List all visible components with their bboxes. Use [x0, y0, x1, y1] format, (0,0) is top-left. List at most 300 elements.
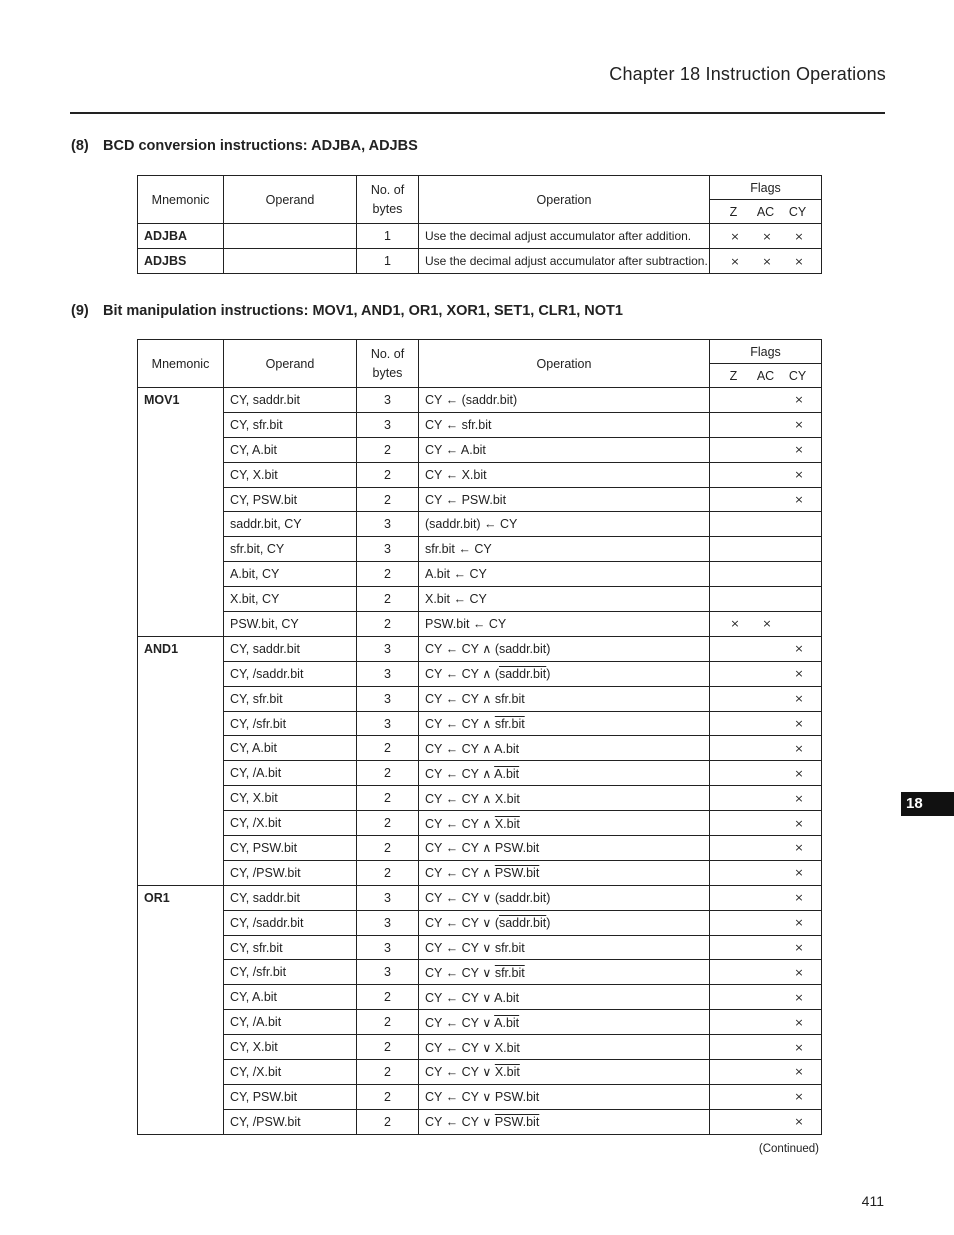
- operand-cell: CY, /sfr.bit: [224, 711, 357, 736]
- flags-cell: [710, 412, 822, 437]
- flag-cy: ×: [794, 667, 804, 681]
- flag-ac: [751, 717, 783, 730]
- bytes-cell: 3: [357, 388, 419, 413]
- table-row: [138, 249, 822, 274]
- table-row: [138, 786, 822, 811]
- operation-text: CY ← CY ∨: [425, 965, 495, 980]
- operand-cell: CY, saddr.bit: [224, 388, 357, 413]
- col-bytes-label: No. of bytes: [370, 346, 405, 380]
- col-bytes: [357, 176, 419, 224]
- operand-cell: CY, PSW.bit: [224, 1084, 357, 1109]
- operation-cell: [419, 537, 710, 562]
- flag-cy: ×: [794, 642, 804, 656]
- operation-cell: [419, 985, 710, 1010]
- table-row: [138, 860, 822, 885]
- flags-values: [716, 1090, 815, 1103]
- operation-cell: [419, 412, 710, 437]
- flags-cell: [710, 249, 822, 274]
- table-row: [138, 711, 822, 736]
- bytes-cell: 2: [357, 437, 419, 462]
- operation-text: PSW.bit ← CY: [425, 616, 507, 631]
- operation-cell: [419, 711, 710, 736]
- flags-values: [716, 1041, 815, 1054]
- mnemonic-cell: OR1: [138, 885, 224, 1134]
- flag-ac-header: AC: [756, 368, 775, 383]
- flags-cell: [710, 761, 822, 786]
- flag-ac: [751, 667, 783, 680]
- operation-cell: [419, 1010, 710, 1035]
- operation-negated-operand: saddr.bit: [498, 667, 547, 682]
- operand-cell: CY, sfr.bit: [224, 412, 357, 437]
- operand-cell: CY, A.bit: [224, 985, 357, 1010]
- flags-values: [716, 617, 815, 630]
- operation-text: CY ← CY ∧ A.bit: [425, 741, 520, 756]
- bytes-cell: 3: [357, 686, 419, 711]
- col-flags: Flags: [710, 176, 822, 200]
- operation-cell: [419, 686, 710, 711]
- table-row: [138, 836, 822, 861]
- flag-ac: [751, 1041, 783, 1054]
- flag-cy: ×: [794, 493, 804, 506]
- flag-z: ×: [730, 254, 740, 268]
- flags-cell: [710, 885, 822, 910]
- operation-cell: [419, 512, 710, 537]
- operation-text: CY ← CY ∨ A.bit: [425, 990, 520, 1005]
- bytes-cell: 2: [357, 811, 419, 836]
- operand-cell: CY, PSW.bit: [224, 836, 357, 861]
- operation-text: X.bit ← CY: [425, 592, 487, 607]
- operand-cell: sfr.bit, CY: [224, 537, 357, 562]
- table-row: [138, 537, 822, 562]
- flag-z: [719, 393, 751, 406]
- section-number: (8): [71, 138, 89, 154]
- flag-ac: [751, 692, 783, 705]
- bytes-cell: 3: [357, 935, 419, 960]
- operation-cell: [419, 661, 710, 686]
- operation-cell: [419, 786, 710, 811]
- flags-values: [716, 792, 815, 805]
- operation-cell: [419, 437, 710, 462]
- flag-cy: ×: [794, 766, 804, 780]
- flags-values: [716, 941, 815, 954]
- table-row: [138, 462, 822, 487]
- flags-cell: [710, 1060, 822, 1085]
- flag-cy: ×: [794, 891, 804, 905]
- flag-cy: ×: [794, 791, 804, 805]
- flags-values: [716, 891, 815, 904]
- operation-cell: [419, 935, 710, 960]
- flag-z: [719, 841, 751, 854]
- table-row: [138, 686, 822, 711]
- flag-ac: [751, 418, 783, 431]
- flags-cell: [710, 587, 822, 612]
- flags-cell: [710, 860, 822, 885]
- operand-cell: [224, 224, 357, 249]
- operation-negated-operand: A.bit: [494, 1015, 520, 1030]
- table-row: [138, 388, 822, 413]
- operation-cell: [419, 388, 710, 413]
- header-rule: [70, 112, 885, 114]
- mnemonic-cell: AND1: [138, 636, 224, 885]
- table-row: [138, 935, 822, 960]
- bytes-cell: 2: [357, 1109, 419, 1134]
- flags-cell: [710, 985, 822, 1010]
- flag-ac: [751, 393, 783, 406]
- flag-ac: ×: [762, 229, 772, 243]
- table-row: [138, 960, 822, 985]
- table-row: [138, 761, 822, 786]
- operand-cell: saddr.bit, CY: [224, 512, 357, 537]
- flag-cy-header: CY: [788, 368, 807, 383]
- operation-text: CY ← CY ∨: [425, 1015, 495, 1030]
- operation-negated-operand: PSW.bit: [494, 866, 540, 881]
- flag-z: [719, 817, 751, 830]
- table-row: [138, 1084, 822, 1109]
- operation-cell: [419, 487, 710, 512]
- flag-ac: [751, 443, 783, 456]
- flags-subheader: [710, 364, 822, 388]
- operation-negated-operand: X.bit: [494, 816, 520, 831]
- operation-text: CY ← (saddr.bit): [425, 392, 518, 407]
- flags-values: [716, 642, 815, 655]
- bytes-cell: 3: [357, 885, 419, 910]
- bytes-cell: 2: [357, 487, 419, 512]
- operation-text: CY ← X.bit: [425, 467, 487, 482]
- operation-text: A.bit ← CY: [425, 567, 487, 582]
- flag-cy: ×: [794, 1015, 804, 1029]
- flag-cy: ×: [794, 841, 804, 855]
- operation-text: CY ← A.bit: [425, 442, 486, 457]
- bytes-cell: 2: [357, 1060, 419, 1085]
- operation-negated-operand: X.bit: [494, 1065, 520, 1080]
- flag-ac: [751, 966, 783, 979]
- flags-cell: [710, 910, 822, 935]
- bytes-cell: 3: [357, 661, 419, 686]
- table-row: [138, 224, 822, 249]
- flag-cy: ×: [794, 418, 804, 432]
- flags-cell: [710, 661, 822, 686]
- section-heading: BCD conversion instructions: ADJBA, ADJBS: [103, 138, 418, 154]
- operation-negated-operand: PSW.bit: [494, 1115, 540, 1130]
- flag-z: [719, 642, 751, 655]
- operand-cell: CY, X.bit: [224, 462, 357, 487]
- flag-cy: ×: [794, 1090, 804, 1104]
- operand-cell: CY, /A.bit: [224, 761, 357, 786]
- flags-cell: [710, 537, 822, 562]
- flags-values: [716, 717, 815, 730]
- flag-ac: [751, 916, 783, 929]
- bytes-cell: 3: [357, 512, 419, 537]
- operation-cell: [419, 636, 710, 661]
- flag-z: [719, 1115, 751, 1128]
- chapter-title: Chapter 18 Instruction Operations: [609, 64, 886, 84]
- table-row: [138, 1010, 822, 1035]
- flag-cy: ×: [794, 717, 804, 731]
- flags-cell: [710, 711, 822, 736]
- flag-cy: ×: [794, 393, 804, 407]
- flag-z: [719, 717, 751, 730]
- flag-cy: ×: [794, 941, 804, 955]
- operation-text: CY ← CY ∧ (saddr.bit): [425, 642, 551, 657]
- flags-values: [716, 1115, 815, 1128]
- col-operand: Operand: [224, 340, 357, 388]
- flag-z: [719, 742, 751, 755]
- table-row: [138, 985, 822, 1010]
- col-mnemonic: Mnemonic: [138, 176, 224, 224]
- flags-cell: [710, 562, 822, 587]
- table-row: [138, 1060, 822, 1085]
- operation-text: CY ← CY ∨ PSW.bit: [425, 1090, 540, 1105]
- bcd-conversion-table: [137, 175, 822, 274]
- bytes-cell: 3: [357, 636, 419, 661]
- bytes-cell: 2: [357, 736, 419, 761]
- flag-ac: [751, 1016, 783, 1029]
- flag-z: [719, 991, 751, 1004]
- operation-text: CY ← CY ∨: [425, 1065, 495, 1080]
- flag-ac: [751, 767, 783, 780]
- bytes-cell: 2: [357, 1010, 419, 1035]
- flag-z: [719, 1090, 751, 1103]
- table-row: [138, 412, 822, 437]
- flag-cy: ×: [794, 229, 804, 243]
- operation-cell: [419, 1084, 710, 1109]
- flag-ac: ×: [762, 617, 772, 631]
- operand-cell: CY, X.bit: [224, 786, 357, 811]
- bytes-cell: 2: [357, 860, 419, 885]
- flag-cy: ×: [794, 1065, 804, 1079]
- table-row: [138, 1035, 822, 1060]
- flags-values: [716, 230, 815, 243]
- bytes-cell: 3: [357, 960, 419, 985]
- bytes-cell: 2: [357, 462, 419, 487]
- flag-cy: ×: [794, 254, 804, 268]
- flags-cell: [710, 388, 822, 413]
- bytes-cell: 3: [357, 711, 419, 736]
- flag-ac: [751, 792, 783, 805]
- flag-cy: ×: [794, 443, 804, 457]
- bytes-cell: 2: [357, 612, 419, 637]
- flags-values: [716, 966, 815, 979]
- flags-cell: [710, 786, 822, 811]
- operand-cell: [224, 249, 357, 274]
- flag-ac: [751, 468, 783, 481]
- flag-cy: ×: [794, 866, 804, 880]
- flags-values: [716, 1016, 815, 1029]
- flags-values: [716, 916, 815, 929]
- flag-cy: ×: [794, 916, 804, 930]
- flag-cy: ×: [794, 468, 804, 482]
- flags-values: [716, 692, 815, 705]
- operation-cell: [419, 587, 710, 612]
- operation-negated-operand: sfr.bit: [494, 717, 525, 732]
- flag-ac: [751, 742, 783, 755]
- col-bytes-label: No. of bytes: [370, 182, 405, 216]
- table-row: [138, 736, 822, 761]
- operation-text: sfr.bit ← CY: [425, 542, 492, 557]
- flag-cy: [783, 617, 815, 630]
- bytes-cell: 2: [357, 587, 419, 612]
- operation-text: CY ← CY ∧: [425, 766, 495, 781]
- flags-cell: [710, 836, 822, 861]
- operand-cell: CY, /saddr.bit: [224, 661, 357, 686]
- operation-text: CY ← CY ∨ (saddr.bit): [425, 891, 551, 906]
- flag-cy: ×: [794, 990, 804, 1004]
- flags-cell: [710, 935, 822, 960]
- chapter-side-tab: 18: [901, 792, 954, 816]
- flag-z: [719, 1016, 751, 1029]
- flag-ac: [751, 891, 783, 904]
- operation-text: CY ← CY ∧ PSW.bit: [425, 841, 540, 856]
- bytes-cell: 2: [357, 985, 419, 1010]
- flag-cy: ×: [794, 692, 804, 706]
- operand-cell: CY, sfr.bit: [224, 686, 357, 711]
- flags-values: [716, 866, 815, 879]
- operation-negated-operand: saddr.bit: [498, 916, 547, 931]
- flag-z: [719, 1065, 751, 1078]
- operand-cell: CY, sfr.bit: [224, 935, 357, 960]
- bytes-cell: 2: [357, 1035, 419, 1060]
- flag-z: ×: [730, 229, 740, 243]
- operation-cell: [419, 836, 710, 861]
- page-number: 411: [861, 1193, 884, 1209]
- flag-z: [719, 916, 751, 929]
- operand-cell: CY, saddr.bit: [224, 636, 357, 661]
- flag-z: [719, 966, 751, 979]
- col-mnemonic: Mnemonic: [138, 340, 224, 388]
- bytes-cell: 2: [357, 836, 419, 861]
- flag-ac: [751, 841, 783, 854]
- operand-cell: CY, /saddr.bit: [224, 910, 357, 935]
- operation-cell: [419, 736, 710, 761]
- col-operand: Operand: [224, 176, 357, 224]
- operation-cell: [419, 1109, 710, 1134]
- flag-cy: ×: [794, 816, 804, 830]
- flag-ac-header: AC: [756, 204, 775, 219]
- operation-cell: [419, 562, 710, 587]
- flags-cell: [710, 224, 822, 249]
- flags-cell: [710, 636, 822, 661]
- operand-cell: CY, PSW.bit: [224, 487, 357, 512]
- flag-z: [719, 767, 751, 780]
- operand-cell: CY, /sfr.bit: [224, 960, 357, 985]
- operation-cell: [419, 1035, 710, 1060]
- mnemonic-cell: ADJBA: [138, 224, 224, 249]
- flags-values: [716, 817, 815, 830]
- flags-values: [716, 742, 815, 755]
- flag-z: [719, 443, 751, 456]
- table-row: [138, 487, 822, 512]
- flag-z-header: Z: [729, 204, 738, 219]
- bit-manipulation-table: [137, 339, 822, 1135]
- flag-ac: [751, 991, 783, 1004]
- table-row: [138, 811, 822, 836]
- col-operation: Operation: [419, 176, 710, 224]
- flag-cy: ×: [794, 741, 804, 755]
- flags-values: [716, 468, 815, 481]
- flags-values: [716, 418, 815, 431]
- flag-z: [719, 493, 751, 506]
- flag-z: [719, 692, 751, 705]
- table-row: [138, 1109, 822, 1134]
- flag-ac: ×: [762, 254, 772, 268]
- operand-cell: CY, X.bit: [224, 1035, 357, 1060]
- operation-text: CY ← CY ∧: [425, 866, 495, 881]
- operand-cell: A.bit, CY: [224, 562, 357, 587]
- bytes-cell: 3: [357, 910, 419, 935]
- flag-ac: [751, 493, 783, 506]
- section-heading: Bit manipulation instructions: MOV1, AND1, OR1, XOR1, SET1, CLR1, NOT1: [103, 303, 623, 319]
- operation-cell: [419, 811, 710, 836]
- operand-cell: CY, /PSW.bit: [224, 1109, 357, 1134]
- bytes-cell: 3: [357, 537, 419, 562]
- flag-z: [719, 792, 751, 805]
- operation-text: CY ← CY ∨ sfr.bit: [425, 941, 525, 956]
- flag-cy: ×: [794, 965, 804, 979]
- flag-ac: [751, 817, 783, 830]
- flag-z-header: Z: [729, 368, 738, 383]
- col-flags: Flags: [710, 340, 822, 364]
- flag-ac: [751, 1090, 783, 1103]
- flag-ac: [751, 941, 783, 954]
- flags-cell: [710, 1109, 822, 1134]
- flags-values: [716, 1065, 815, 1078]
- mnemonic-cell: MOV1: [138, 388, 224, 637]
- flag-z: [719, 418, 751, 431]
- flags-cell: [710, 1035, 822, 1060]
- flag-z: [719, 1041, 751, 1054]
- bytes-cell: 1: [357, 249, 419, 274]
- operation-cell: [419, 761, 710, 786]
- operation-cell: [419, 462, 710, 487]
- flag-z: ×: [730, 617, 740, 631]
- operation-text: (saddr.bit) ← CY: [425, 517, 518, 532]
- operation-text: CY ← CY ∨ X.bit: [425, 1040, 520, 1055]
- flags-cell: [710, 960, 822, 985]
- operation-cell: [419, 612, 710, 637]
- flags-cell: [710, 1084, 822, 1109]
- flags-values: [716, 841, 815, 854]
- flag-z: [719, 941, 751, 954]
- table-row: [138, 910, 822, 935]
- flags-values: [716, 991, 815, 1004]
- table-row: [138, 885, 822, 910]
- operation-text: CY ← CY ∧ X.bit: [425, 791, 520, 806]
- operand-cell: CY, A.bit: [224, 736, 357, 761]
- operation-cell: [419, 885, 710, 910]
- operation-cell: [419, 910, 710, 935]
- table-row: [138, 437, 822, 462]
- flag-z: [719, 468, 751, 481]
- operand-cell: CY, /X.bit: [224, 811, 357, 836]
- operation-text-suffix: ): [546, 667, 551, 682]
- operation-cell: [419, 860, 710, 885]
- flag-ac: [751, 642, 783, 655]
- flags-values: [716, 443, 815, 456]
- flag-z: [719, 891, 751, 904]
- flags-cell: [710, 487, 822, 512]
- bytes-cell: 2: [357, 1084, 419, 1109]
- section-number: (9): [71, 303, 89, 319]
- flags-values: [716, 393, 815, 406]
- operand-cell: CY, /A.bit: [224, 1010, 357, 1035]
- flag-ac: [751, 866, 783, 879]
- flags-cell: [710, 462, 822, 487]
- table-row: [138, 512, 822, 537]
- table-row: [138, 612, 822, 637]
- col-bytes: [357, 340, 419, 388]
- flag-z: [719, 667, 751, 680]
- flags-values: [716, 255, 815, 268]
